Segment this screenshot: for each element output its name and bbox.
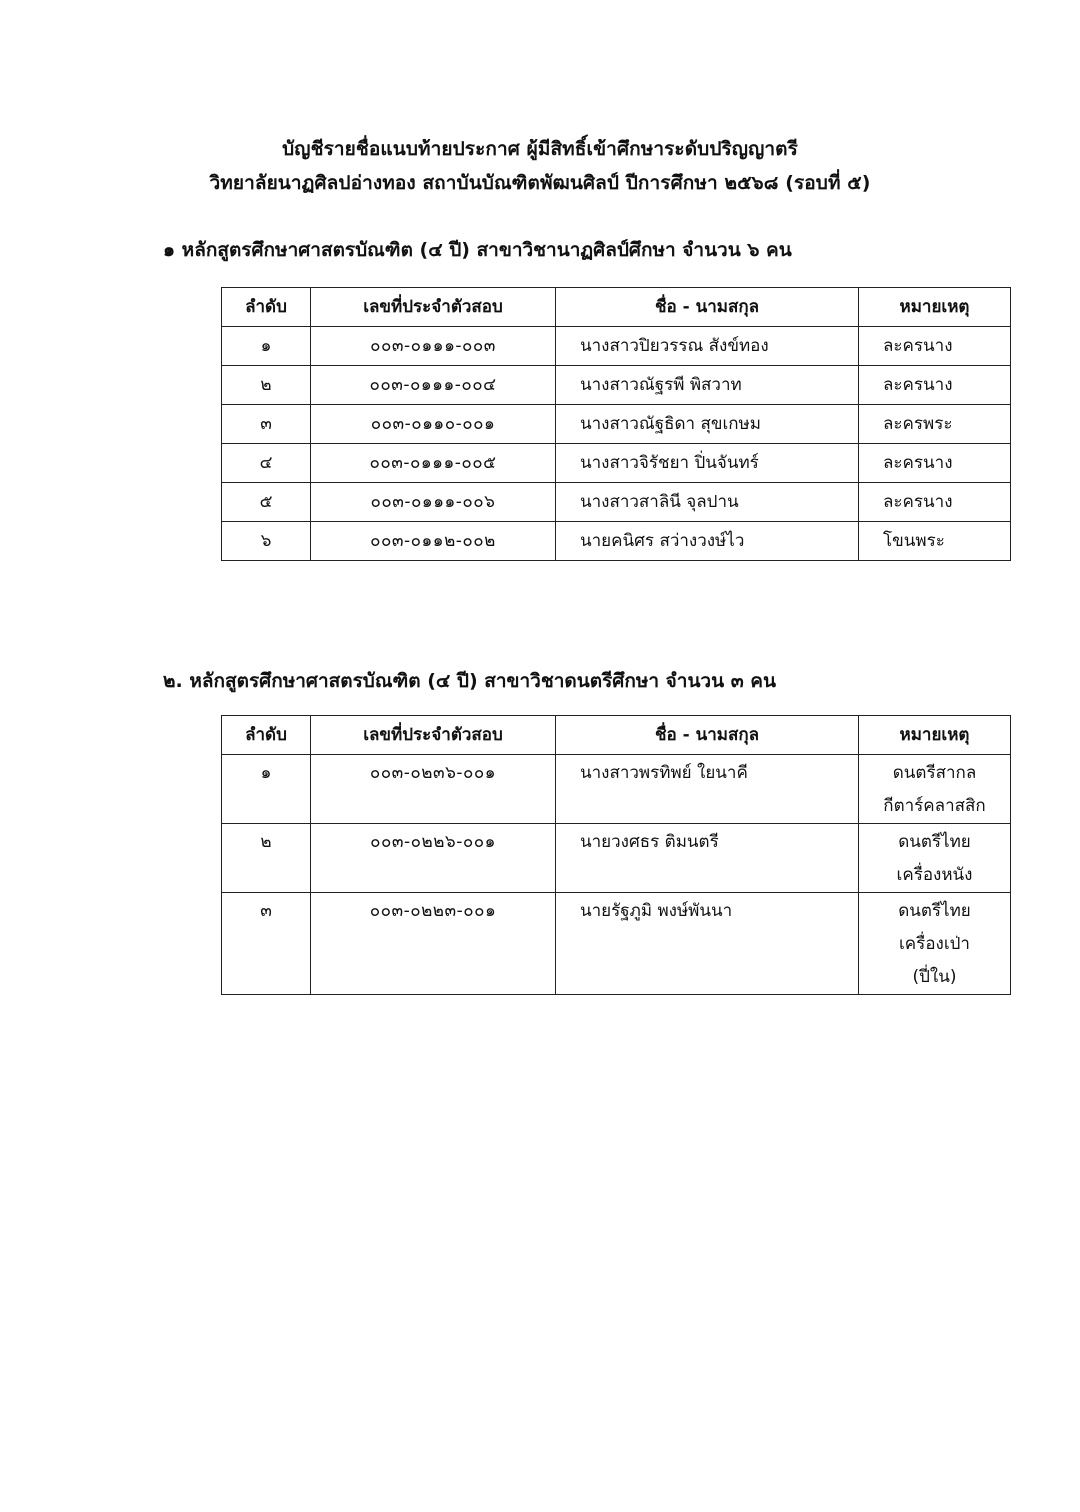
column-header-no: ลำดับ	[222, 288, 311, 327]
document-title-line-2: วิทยาลัยนาฏศิลปอ่างทอง สถาบันบัณฑิตพัฒนศิลป์ ปีการศึกษา ๒๕๖๘ (รอบที่ ๕)	[209, 172, 871, 194]
table-row	[222, 755, 1011, 824]
column-header-no: ลำดับ	[222, 716, 311, 755]
note-line: (ปี่ใน)	[912, 967, 957, 987]
note-line: เครื่องเป่า	[899, 934, 970, 954]
student-name: นายคนิศร สว่างวงษ์ไว	[556, 522, 859, 561]
section-1-table	[221, 287, 1011, 561]
note-line: กีตาร์คลาสสิก	[883, 796, 986, 816]
column-header-note: หมายเหตุ	[859, 288, 1011, 327]
table-row	[222, 327, 1011, 366]
table-row	[222, 444, 1011, 483]
row-number: ๑	[222, 755, 311, 824]
table-row	[222, 824, 1011, 893]
exam-id: ๐๐๓-๐๒๒๓-๐๐๑	[311, 893, 556, 995]
exam-id: ๐๐๓-๐๑๑๑-๐๐๕	[311, 444, 556, 483]
table-row	[222, 405, 1011, 444]
section-1-heading: ๑ หลักสูตรศึกษาศาสตรบัณฑิต (๔ ปี) สาขาวิชานาฏศิลป์ศึกษา จำนวน ๖ คน	[163, 239, 792, 261]
note-line: ดนตรีไทย	[898, 832, 971, 852]
note	[859, 755, 1011, 824]
column-header-exam-id: เลขที่ประจำตัวสอบ	[311, 716, 556, 755]
column-header-note: หมายเหตุ	[859, 716, 1011, 755]
row-number: ๒	[222, 824, 311, 893]
note: ละครพระ	[859, 405, 1011, 444]
note-line: เครื่องหนัง	[896, 865, 973, 885]
student-name: นายวงศธร ติมนตรี	[556, 824, 859, 893]
row-number: ๓	[222, 893, 311, 995]
student-name: นางสาวสาลินี จุลปาน	[556, 483, 859, 522]
note-line: ดนตรีไทย	[898, 901, 971, 921]
exam-id: ๐๐๓-๐๒๒๖-๐๐๑	[311, 824, 556, 893]
exam-id: ๐๐๓-๐๑๑๑-๐๐๖	[311, 483, 556, 522]
student-name: นางสาวจิรัชยา ปิ่นจันทร์	[556, 444, 859, 483]
table-row	[222, 483, 1011, 522]
student-name: นางสาวณัฐรพี พิสวาท	[556, 366, 859, 405]
note	[859, 893, 1011, 995]
row-number: ๒	[222, 366, 311, 405]
column-header-name: ชื่อ - นามสกุล	[556, 716, 859, 755]
row-number: ๔	[222, 444, 311, 483]
exam-id: ๐๐๓-๐๑๑๑-๐๐๓	[311, 327, 556, 366]
column-header-exam-id: เลขที่ประจำตัวสอบ	[311, 288, 556, 327]
note-line: ดนตรีสากล	[892, 763, 977, 783]
table-row	[222, 366, 1011, 405]
row-number: ๖	[222, 522, 311, 561]
section-2-table	[221, 715, 1011, 995]
note: ละครนาง	[859, 366, 1011, 405]
table-header-row	[222, 288, 1011, 327]
row-number: ๓	[222, 405, 311, 444]
note: โขนพระ	[859, 522, 1011, 561]
exam-id: ๐๐๓-๐๑๑๒-๐๐๒	[311, 522, 556, 561]
exam-id: ๐๐๓-๐๑๑๐-๐๐๑	[311, 405, 556, 444]
section-2-heading: ๒. หลักสูตรศึกษาศาสตรบัณฑิต (๔ ปี) สาขาวิชาดนตรีศึกษา จำนวน ๓ คน	[163, 670, 777, 692]
student-name: นางสาวปิยวรรณ สังข์ทอง	[556, 327, 859, 366]
exam-id: ๐๐๓-๐๑๑๑-๐๐๔	[311, 366, 556, 405]
document-title-line-1: บัญชีรายชื่อแนบท้ายประกาศ ผู้มีสิทธิ์เข้าศึกษาระดับปริญญาตรี	[282, 138, 798, 160]
note: ละครนาง	[859, 327, 1011, 366]
table-header-row	[222, 716, 1011, 755]
note: ละครนาง	[859, 483, 1011, 522]
student-name: นายรัฐภูมิ พงษ์พันนา	[556, 893, 859, 995]
row-number: ๕	[222, 483, 311, 522]
student-name: นางสาวณัฐธิดา สุขเกษม	[556, 405, 859, 444]
note: ละครนาง	[859, 444, 1011, 483]
exam-id: ๐๐๓-๐๒๓๖-๐๐๑	[311, 755, 556, 824]
table-row	[222, 522, 1011, 561]
column-header-name: ชื่อ - นามสกุล	[556, 288, 859, 327]
table-row	[222, 893, 1011, 995]
note	[859, 824, 1011, 893]
row-number: ๑	[222, 327, 311, 366]
student-name: นางสาวพรทิพย์ ใยนาคี	[556, 755, 859, 824]
